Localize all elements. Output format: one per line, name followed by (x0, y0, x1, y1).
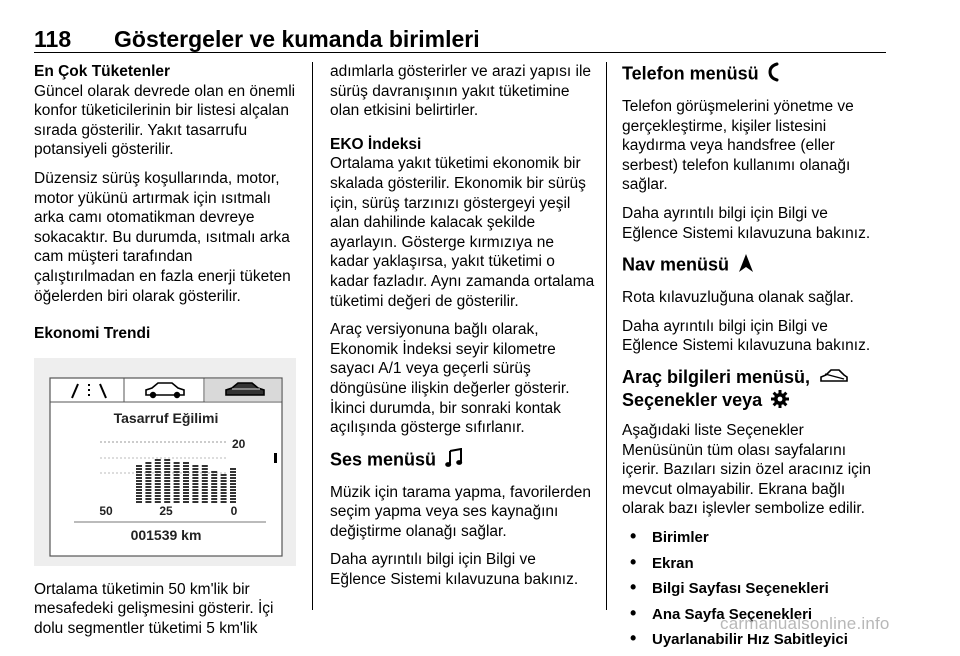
heading-phone-label: Telefon menüsü (622, 63, 759, 84)
column-2 (330, 62, 596, 599)
gear-icon (771, 390, 789, 413)
list-item: • Ana Sayfa Seçenekleri (622, 605, 887, 625)
axis-label-50: 50 (99, 503, 113, 518)
watermark: carmanualsonline.info (720, 614, 890, 633)
column-1 (34, 62, 296, 648)
music-note-icon (445, 448, 463, 473)
trend-bar (164, 459, 170, 503)
scale-top-label: 20 (232, 436, 246, 451)
figure-title: Tasarruf Eğilimi (113, 409, 219, 426)
paragraph: Daha ayrıntılı bilgi için Bilgi ve Eğlence Sistemi kılavuzuna bakınız. (622, 204, 871, 242)
heading-options-label: Seçenekler veya (622, 390, 763, 411)
economy-trend-figure (34, 358, 296, 566)
trend-bar (211, 471, 217, 503)
paragraph: Rota kılavuzluğuna olanak sağlar. (622, 289, 854, 307)
paragraph: Telefon görüşmelerini yönetme ve gerçekleştirme, kişiler listesini kaydırma veya handsfree (eller serbest) telefon kullanımı olanağı sağlar. (622, 98, 854, 194)
trend-bar (155, 459, 161, 503)
list-item: • Uyarlanabilir Hız Sabitleyici (622, 630, 887, 650)
phone-icon (768, 62, 780, 87)
paragraph: Aşağıdaki liste Seçenekler Menüsünün tüm olası sayfalarını içerir. Bazıları sizin özel aracınız için mevcut olmayabilir. Ekrana bağlı olarak bazı işlevler sembolize edilir. (622, 421, 871, 518)
list-item: • Ekran (622, 554, 887, 574)
paragraph: Daha ayrıntılı bilgi için Bilgi ve Eğlence Sistemi kılavuzuna bakınız. (622, 317, 871, 355)
list-item: • Birimler (622, 528, 887, 548)
heading-phone-menu (622, 62, 887, 87)
paragraph: adımlarla gösterirler ve arazi yapısı ile sürüş davranışının yakıt tüketimine olan etkisini belirtirler. (330, 63, 592, 120)
paragraph: Güncel olarak devrede olan en önemli konfor tüketicilerinin bir listesi alçalan sırada gösterilir. Yakıt tasarrufu potansiyeli gösterilir. (34, 82, 296, 159)
column-divider-2 (606, 62, 607, 610)
heading-audio-label: Ses menüsü (330, 448, 437, 469)
heading-vehicle-info-menu (622, 366, 887, 413)
page-header (34, 26, 886, 53)
paragraph: Daha ayrıntılı bilgi için Bilgi ve Eğlence Sistemi kılavuzuna bakınız. (330, 551, 579, 589)
car-info-icon (819, 367, 849, 389)
section-heading-economy-trend: Ekonomi Trendi (34, 325, 151, 343)
list-item: • Bilgi Sayfası Seçenekleri (622, 579, 887, 599)
economy-trend-display (34, 358, 296, 566)
page-title: Göstergeler ve kumanda birimleri (114, 26, 480, 52)
paragraph: Ortalama tüketimin 50 km'lik bir mesafedeki gelişmesini gösterir. İçi dolu segmentler tüketimi 5 km'lik (34, 580, 274, 637)
paragraph: Ortalama yakıt tüketimi ekonomik bir skalada gösterilir. Ekonomik bir sürüş için, sürüş tarzınızı göstergeyi yeşil alan dahilinde kalacak şekilde ayarlayın. Gösterge kırmızıya ne kadar yaklaşırsa, yakıt tüketimi o kadar fazladır. Aynı zamanda ortalama tüketimi değeri de gösterilir. (330, 155, 595, 310)
axis-label-25: 25 (159, 503, 173, 518)
heading-vehicle-info-label: Araç bilgileri menüsü, (622, 366, 811, 387)
column-divider-1 (312, 62, 313, 610)
heading-nav-label: Nav menüsü (622, 254, 730, 275)
navigation-arrow-icon (738, 253, 754, 278)
odometer-value: 001539 km (130, 526, 202, 543)
paragraph: Araç versiyonuna bağlı olarak, Ekonomik İndeksi seyir kilometre sayacı A/1 veya geçerli sürüş döngüsüne ilişkin değerler gösterir. İkinci durumda, bir sonraki kontak açılışında gösterge sıfırlanır. (330, 321, 570, 437)
paragraph: Düzensiz sürüş koşullarında, motor, motor yükünü artırmak için ısıtmalı arka camı otomatikman devreye sokacaktır. Bu durumda, ısıtmalı arka cam müşteri tarafından çalıştırılmadan en fazla enerji tüketen öğelerden biri olarak gösterilir. (34, 169, 291, 305)
heading-audio-menu (330, 448, 596, 473)
page-number: 118 (34, 26, 72, 52)
heading-nav-menu (622, 253, 887, 278)
column-3 (622, 62, 887, 656)
paragraph: Müzik için tarama yapma, favorilerden seçim yapma veya ses kaynağını değiştirme olanağı sağlar. (330, 483, 592, 540)
section-heading-eco-index: EKO İndeksi (330, 135, 422, 153)
section-heading-top-consumers: En Çok Tüketenler (34, 63, 171, 80)
axis-label-0: 0 (230, 503, 238, 518)
